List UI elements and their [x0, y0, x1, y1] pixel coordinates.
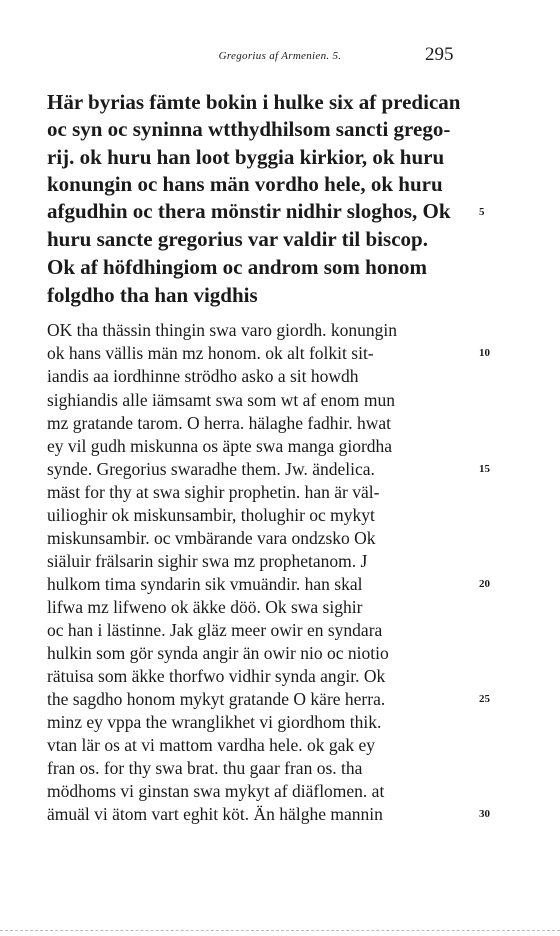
line-number-10: 10	[479, 347, 490, 359]
page-bottom-edge	[0, 930, 560, 932]
body-line: ämuäl vi ätom vart eghit köt. Än hälghe mannin	[47, 804, 383, 824]
body-line: OK tha thässin thingin swa varo giordh. konungin	[47, 320, 397, 340]
body-line: mödhoms vi ginstan swa mykyt af diäflomen. at	[47, 781, 385, 801]
body-line: oc han i lästinne. Jak gläz meer owir en syndara	[47, 620, 383, 640]
body-line: hulkom tima syndarin sik vmuändir. han skal	[47, 574, 363, 594]
heading-line: rij. ok huru han loot byggia kirkior, ok huru	[47, 145, 445, 169]
body-line: fran os. for thy swa brat. thu gaar fran os. tha	[47, 758, 363, 778]
line-number-25: 25	[479, 693, 490, 705]
heading-line: afgudhin oc thera mönstir nidhir sloghos, Ok	[47, 199, 451, 223]
body-line: miskunsambir. oc vmbärande vara ondzsko Ok	[47, 528, 376, 548]
body-line: sighiandis alle iämsamt swa som wt af enom mun	[47, 390, 396, 410]
heading-line: folgdho tha han vigdhis	[47, 283, 258, 307]
heading-line: konungin oc hans män vordho hele, ok huru	[47, 172, 443, 196]
body-line: ok hans vällis män mz honom. ok alt folkit sit-	[47, 343, 374, 363]
body-line: vtan lär os at vi mattom vardha hele. ok gak ey	[47, 735, 376, 755]
running-title: Gregorius af Armenien. 5.	[218, 50, 342, 62]
line-number-20: 20	[479, 578, 490, 590]
heading-line: huru sancte gregorius var valdir til biscop.	[47, 227, 428, 251]
line-number-5: 5	[479, 206, 485, 218]
heading-line: oc syn oc syninna wtthydhilsom sancti grego-	[47, 117, 451, 141]
line-number-30: 30	[479, 808, 490, 820]
body-line: synde. Gregorius swaradhe them. Jw. ändelica.	[47, 459, 375, 479]
body-line: the sagdho honom mykyt gratande O käre herra.	[47, 689, 386, 709]
body-line: iandis aa iordhinne strödho asko a sit howdh	[47, 366, 359, 386]
body-line: lifwa mz lifweno ok äkke döö. Ok swa sighir	[47, 597, 363, 617]
body-line: minz ey vppa the wranglikhet vi giordhom thik.	[47, 712, 382, 732]
body-line: hulkin som gör synda angir än owir nio oc niotio	[47, 643, 389, 663]
line-number-15: 15	[479, 463, 490, 475]
body-line: rätuisa som äkke thorfwo vidhir synda angir. Ok	[47, 666, 386, 686]
heading-line: Ok af höfdhingiom oc androm som honom	[47, 255, 428, 279]
body-line: mz gratande tarom. O herra. hälaghe fadhir. hwat	[47, 413, 392, 433]
body-line: mäst for thy at swa sighir prophetin. han är väl-	[47, 482, 380, 502]
heading-line: Här byrias fämte bokin i hulke six af predican	[47, 90, 461, 114]
body-line: ey vil gudh miskunna os äpte swa manga giordha	[47, 436, 393, 456]
body-line: uilioghir ok miskunsambir, tholughir oc mykyt	[47, 505, 375, 525]
body-line: siäluir frälsarin sighir swa mz prophetanom. J	[47, 551, 368, 571]
page-number: 295	[425, 44, 454, 65]
